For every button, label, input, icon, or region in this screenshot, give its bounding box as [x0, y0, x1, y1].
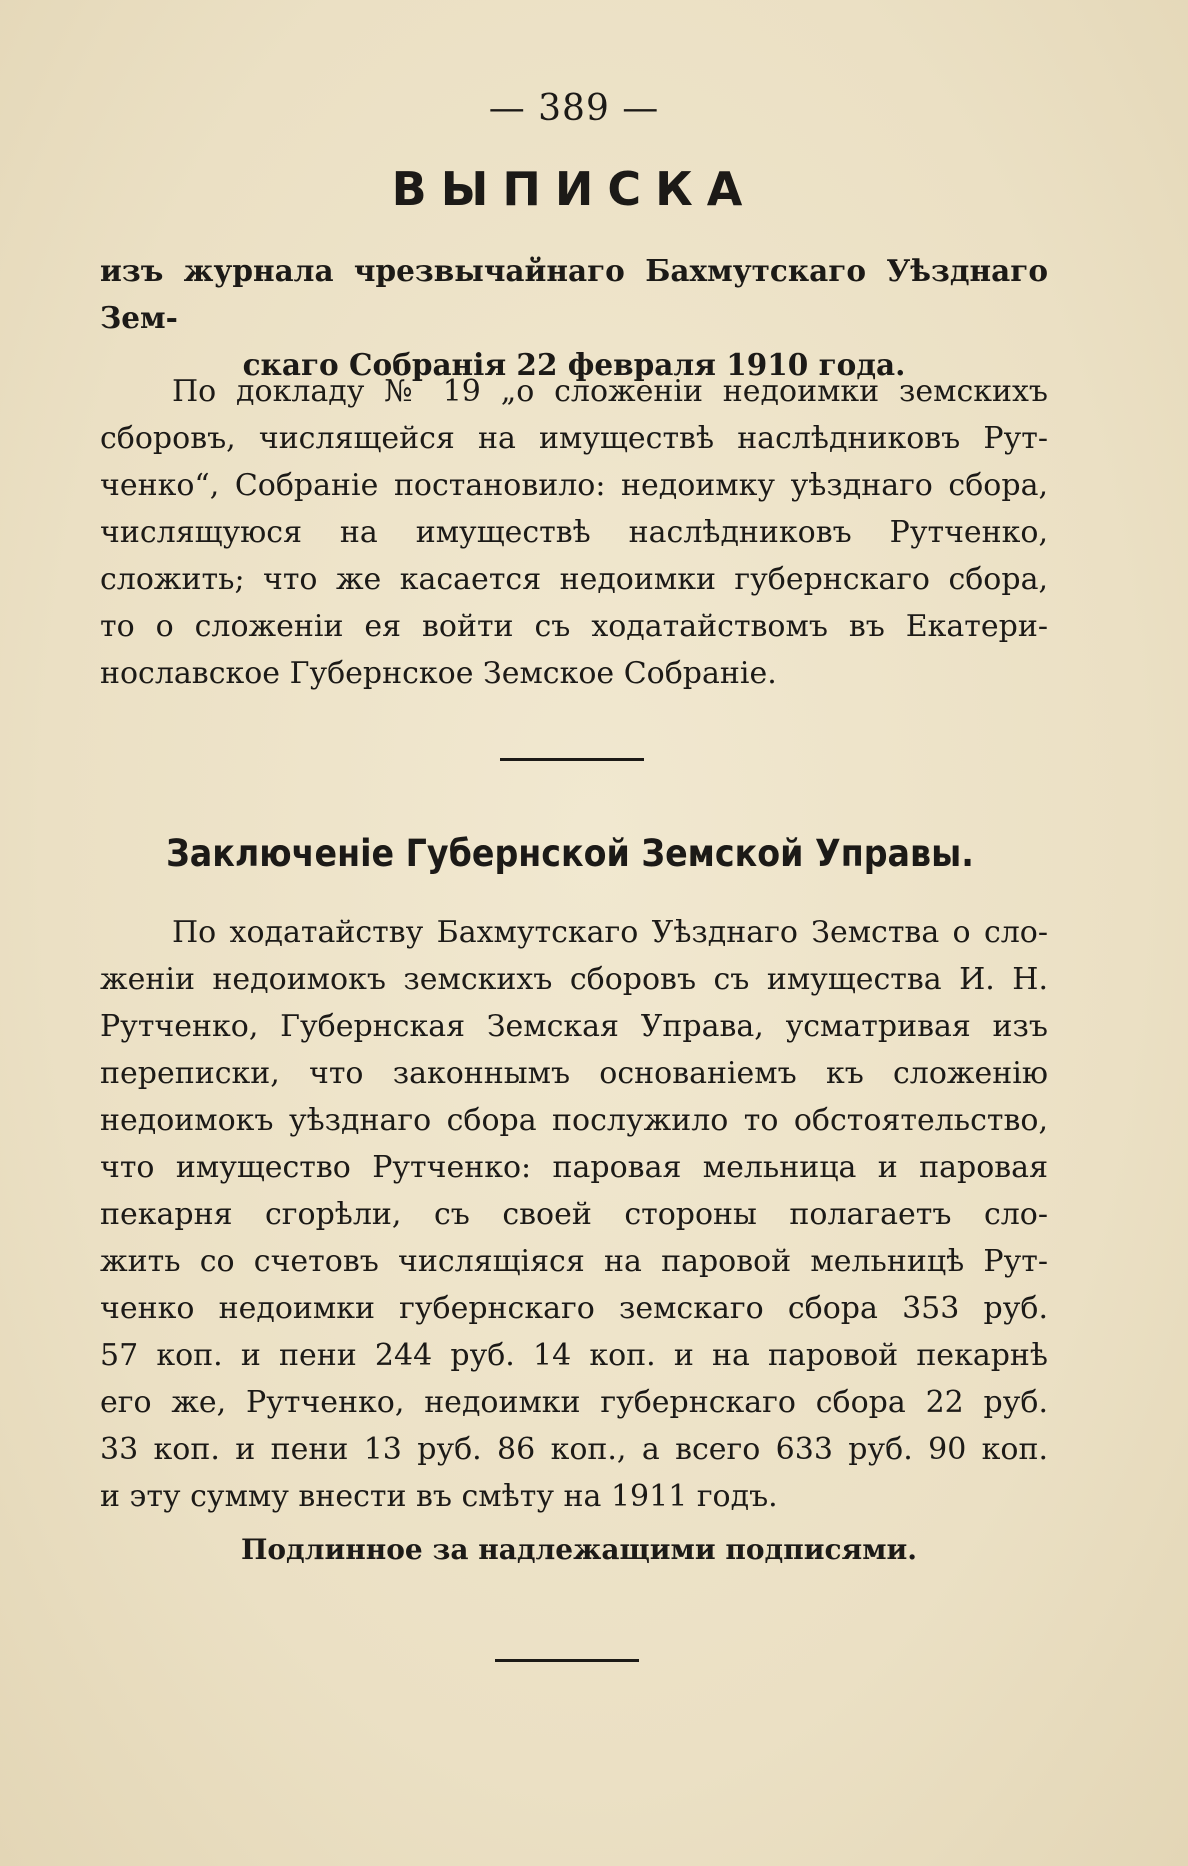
text-line: жить со счетовъ числящіяся на паровой мельницѣ Рут-	[100, 1244, 1048, 1279]
text-line: ченко“, Собраніе постановило: недоимку уѣзднаго сбора,	[100, 468, 1048, 503]
text-line: и эту сумму внести въ смѣту на 1911 годъ.	[100, 1479, 778, 1514]
closing-note: Подлинное за надлежащими подписями.	[240, 1533, 918, 1566]
section-title: Заключеніе Губернской Земской Управы.	[166, 832, 974, 875]
text-line: 57 коп. и пени 244 руб. 14 коп. и на паровой пекарнѣ	[100, 1338, 1048, 1373]
text-line: женіи недоимокъ земскихъ сборовъ съ имущества И. Н.	[100, 962, 1048, 997]
resolution-paragraph	[100, 368, 1048, 697]
text-line: переписки, что законнымъ основаніемъ къ сложенію	[100, 1056, 1048, 1091]
end-divider	[495, 1659, 639, 1662]
document-subtitle	[100, 247, 1048, 388]
text-line: недоимокъ уѣзднаго сбора послужило то обстоятельство,	[100, 1103, 1048, 1138]
page-number: — 389 —	[488, 88, 660, 129]
conclusion-paragraph	[100, 909, 1048, 1520]
text-line: ченко недоимки губернскаго земскаго сбора 353 руб.	[100, 1291, 1048, 1326]
text-line: числящуюся на имуществѣ наслѣдниковъ Рутченко,	[100, 515, 1048, 550]
text-line: сложить; что же касается недоимки губернскаго сбора,	[100, 562, 1048, 597]
document-title: ВЫПИСКА	[391, 162, 757, 216]
text-line: нославское Губернское Земское Собраніе.	[100, 656, 777, 691]
text-line: что имущество Рутченко: паровая мельница и паровая	[100, 1150, 1048, 1185]
subtitle-line: изъ журнала чрезвычайнаго Бахмутскаго Уѣзднаго Зем-	[100, 253, 1048, 335]
text-line: его же, Рутченко, недоимки губернскаго сбора 22 руб.	[100, 1385, 1048, 1420]
text-line: По докладу № 19 „о сложеніи недоимки земскихъ	[172, 374, 1048, 409]
text-line: пекарня сгорѣли, съ своей стороны полагаетъ сло-	[100, 1197, 1048, 1232]
text-line: то о сложеніи ея войти съ ходатайствомъ въ Екатери-	[100, 609, 1048, 644]
subtitle-line: скаго Собранія 22 февраля 1910 года.	[242, 347, 906, 382]
text-line: По ходатайству Бахмутскаго Уѣзднаго Земства о сло-	[172, 915, 1048, 950]
section-divider	[500, 758, 644, 761]
text-line: Рутченко, Губернская Земская Управа, усматривая изъ	[100, 1009, 1048, 1044]
text-line: 33 коп. и пени 13 руб. 86 коп., а всего 633 руб. 90 коп.	[100, 1432, 1048, 1467]
text-line: сборовъ, числящейся на имуществѣ наслѣдниковъ Рут-	[100, 421, 1048, 456]
